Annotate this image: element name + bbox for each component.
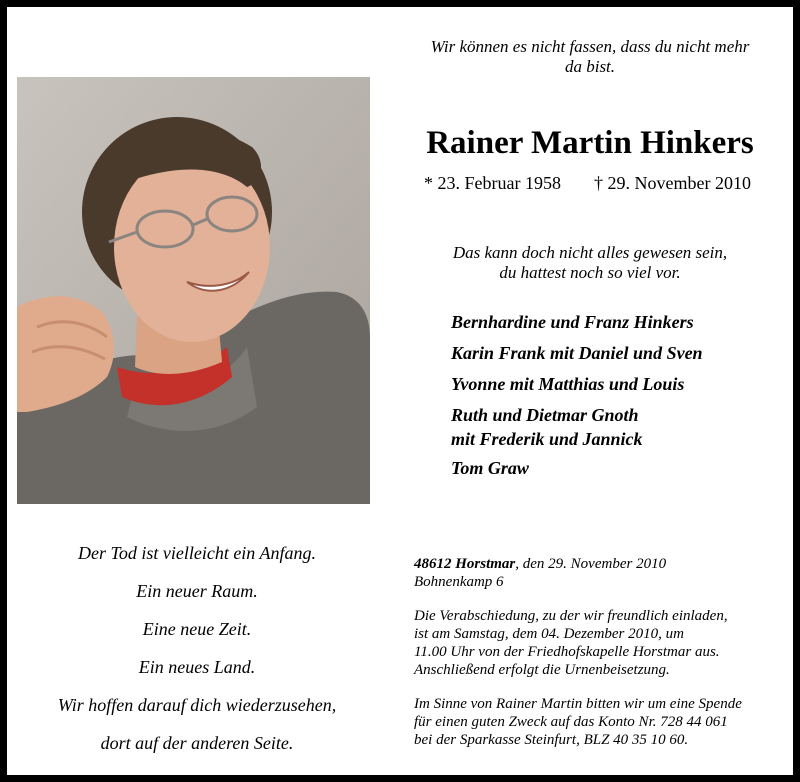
poem-line: dort auf der anderen Seite. <box>100 733 294 753</box>
death-date: † 29. November 2010 <box>594 173 751 193</box>
donation-line: Im Sinne von Rainer Martin bitten wir um eine Spende <box>414 696 742 712</box>
donation-line: für einen guten Zweck auf das Konto Nr. 728 44 061 <box>414 714 728 730</box>
motto-middle-line: du hattest noch so viel vor. <box>499 263 681 282</box>
birth-date: * 23. Februar 1958 <box>424 173 561 193</box>
poem-line: Eine neue Zeit. <box>142 619 252 639</box>
farewell-line: ist am Samstag, dem 04. Dezember 2010, um <box>414 626 684 642</box>
mourners-list <box>451 310 703 487</box>
portrait-photo <box>17 77 370 504</box>
poem <box>7 541 387 769</box>
poem-line: Ein neuer Raum. <box>136 581 258 601</box>
mourner-entry <box>451 403 703 451</box>
poem-line: Ein neues Land. <box>138 657 256 677</box>
mourner-entry: Bernhardine und Franz Hinkers <box>451 312 694 332</box>
mourner-entry-line: Ruth und Dietmar Gnoth <box>451 405 639 425</box>
motto-middle <box>407 243 773 283</box>
mourner-entry-line: mit Frederik und Jannick <box>451 429 643 449</box>
mourner-entry: Yvonne mit Matthias und Louis <box>451 374 685 394</box>
farewell-line: Anschließend erfolgt die Urnenbeisetzung. <box>414 662 670 678</box>
obituary-notice <box>7 7 793 775</box>
farewell-info <box>414 607 784 679</box>
motto-top <box>407 37 773 77</box>
deceased-name: Rainer Martin Hinkers <box>426 125 754 161</box>
motto-top-line: da bist. <box>564 57 616 76</box>
donation-line: bei der Sparkasse Steinfurt, BLZ 40 35 10 60. <box>414 732 689 748</box>
farewell-line: 11.00 Uhr von der Friedhofskapelle Horstmar aus. <box>414 644 720 660</box>
address <box>414 555 784 591</box>
poem-line: Wir hoffen darauf dich wiederzusehen, <box>57 695 337 715</box>
details-block <box>414 555 784 765</box>
farewell-line: Die Verabschiedung, zu der wir freundlich einladen, <box>414 608 728 624</box>
motto-middle-line: Das kann doch nicht alles gewesen sein, <box>452 243 728 262</box>
poem-line: Der Tod ist vielleicht ein Anfang. <box>78 543 316 563</box>
mourner-entry: Karin Frank mit Daniel und Sven <box>451 343 703 363</box>
address-street: Bohnenkamp 6 <box>414 574 504 590</box>
motto-top-line: Wir können es nicht fassen, dass du nicht mehr <box>430 37 750 56</box>
mourner-entry: Tom Graw <box>451 458 529 478</box>
address-date: , den 29. November 2010 <box>515 556 667 572</box>
donation-info <box>414 695 784 749</box>
address-city: 48612 Horstmar <box>414 556 516 572</box>
